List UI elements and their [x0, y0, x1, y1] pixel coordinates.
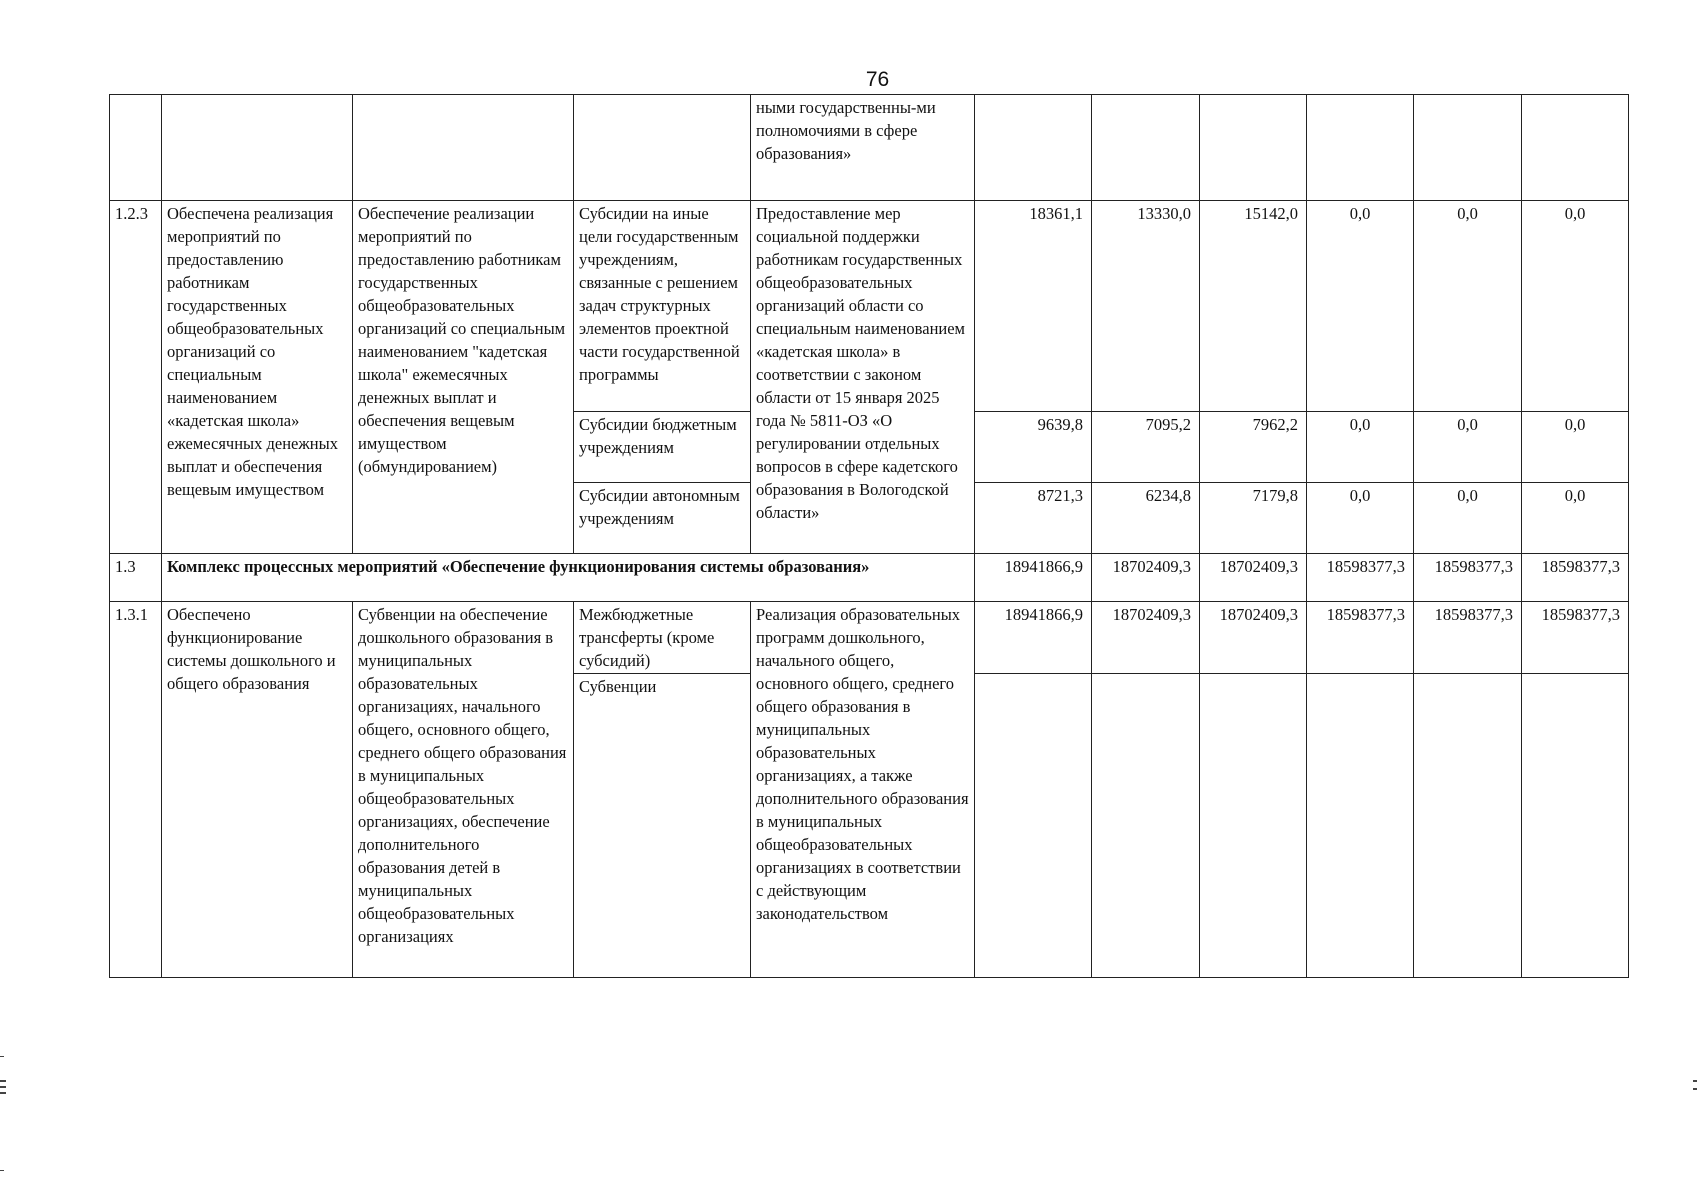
scan-mark [1693, 1080, 1697, 1082]
value-cell: 0,0 [1522, 201, 1629, 412]
value-cell: 18702409,3 [1200, 602, 1307, 674]
table-cell [1092, 95, 1200, 201]
result-cell: Обеспечена реализация мероприятий по предоставлению работникам государственных общеобразовательных организаций со специальным наименованием «кадетская школа» ежемесячных денежных выплат и обеспечения вещевым имуществом [162, 201, 353, 554]
value-cell: 18598377,3 [1522, 554, 1629, 602]
value-cell: 6234,8 [1092, 483, 1200, 554]
value-cell: 7962,2 [1200, 412, 1307, 483]
value-cell: 18361,1 [975, 201, 1092, 412]
table-cell [110, 95, 162, 201]
value-cell: 18598377,3 [1414, 602, 1522, 674]
source-cell: Субсидии на иные цели государственным учреждениям, связанные с решением задач структурных элементов проектной части государственной программы [574, 201, 751, 412]
value-cell [1200, 674, 1307, 978]
value-cell: 7179,8 [1200, 483, 1307, 554]
value-cell [975, 674, 1092, 978]
value-cell: 18702409,3 [1092, 554, 1200, 602]
value-cell: 8721,3 [975, 483, 1092, 554]
section-title: Комплекс процессных мероприятий «Обеспечение функционирования системы образования» [162, 554, 975, 602]
table-cell [574, 95, 751, 201]
value-cell: 0,0 [1414, 201, 1522, 412]
table-cell [1522, 95, 1629, 201]
value-cell: 0,0 [1522, 483, 1629, 554]
value-cell: 15142,0 [1200, 201, 1307, 412]
value-cell: 18598377,3 [1307, 602, 1414, 674]
value-cell: 9639,8 [975, 412, 1092, 483]
source-cell: Субвенции [574, 674, 751, 978]
value-cell [1414, 674, 1522, 978]
value-cell: 18598377,3 [1522, 602, 1629, 674]
value-cell [1092, 674, 1200, 978]
source-cell: Субсидии автономным учреждениям [574, 483, 751, 554]
table-cell [1200, 95, 1307, 201]
row-number: 1.3 [110, 554, 162, 602]
page-number: 76 [865, 68, 890, 91]
budget-table [109, 94, 1629, 978]
value-cell: 18702409,3 [1200, 554, 1307, 602]
value-cell: 0,0 [1307, 201, 1414, 412]
measure-cell: Субвенции на обеспечение дошкольного образования в муниципальных образовательных организациях, начального общего, основного общего, среднего общего образования в муниципальных общеобразовательных организациях, обеспечение дополнительного образования детей в муниципальных общеобразовательных организациях [353, 602, 574, 978]
value-cell: 0,0 [1414, 483, 1522, 554]
scan-mark [0, 1080, 6, 1082]
event-cell: Предоставление мер социальной поддержки работникам государственных общеобразовательных организаций области со специальным наименованием «кадетская школа» в соответствии с законом области от 15 января 2025 года № 5811-ОЗ «О регулировании отдельных вопросов в сфере кадетского образования в Вологодской области» [751, 201, 975, 554]
table-row [110, 554, 1629, 602]
value-cell: 13330,0 [1092, 201, 1200, 412]
result-cell: Обеспечено функционирование системы дошкольного и общего образования [162, 602, 353, 978]
source-cell: Межбюджетные трансферты (кроме субсидий) [574, 602, 751, 674]
table-cell [162, 95, 353, 201]
table-row [110, 95, 1629, 201]
value-cell: 0,0 [1414, 412, 1522, 483]
value-cell: 18941866,9 [975, 554, 1092, 602]
scan-mark [0, 1092, 6, 1094]
measure-cell: Обеспечение реализации мероприятий по предоставлению работникам государственных общеобразовательных организаций со специальным наименованием "кадетская школа" ежемесячных денежных выплат и обеспечения вещевым имуществом (обмундированием) [353, 201, 574, 554]
scan-mark [0, 1170, 4, 1171]
row-number: 1.2.3 [110, 201, 162, 554]
row-number: 1.3.1 [110, 602, 162, 978]
value-cell: 7095,2 [1092, 412, 1200, 483]
value-cell: 0,0 [1307, 483, 1414, 554]
value-cell: 0,0 [1522, 412, 1629, 483]
value-cell: 18598377,3 [1414, 554, 1522, 602]
table-cell [975, 95, 1092, 201]
value-cell: 18941866,9 [975, 602, 1092, 674]
table-row [110, 602, 1629, 674]
value-cell [1307, 674, 1414, 978]
table-row [110, 201, 1629, 412]
value-cell: 18598377,3 [1307, 554, 1414, 602]
value-cell: 18702409,3 [1092, 602, 1200, 674]
scan-mark [0, 1086, 6, 1088]
table-cell [353, 95, 574, 201]
scan-mark [0, 1056, 4, 1057]
value-cell [1522, 674, 1629, 978]
table-cell [1414, 95, 1522, 201]
event-cell: ными государственны-ми полномочиями в сфере образования» [751, 95, 975, 201]
value-cell: 0,0 [1307, 412, 1414, 483]
table-cell [1307, 95, 1414, 201]
scan-mark [1693, 1088, 1697, 1090]
event-cell: Реализация образовательных программ дошкольного, начального общего, основного общего, среднего общего образования в муниципальных образовательных организациях, а также дополнительного образования в муниципальных общеобразовательных организациях в соответствии с действующим законодательством [751, 602, 975, 978]
source-cell: Субсидии бюджетным учреждениям [574, 412, 751, 483]
